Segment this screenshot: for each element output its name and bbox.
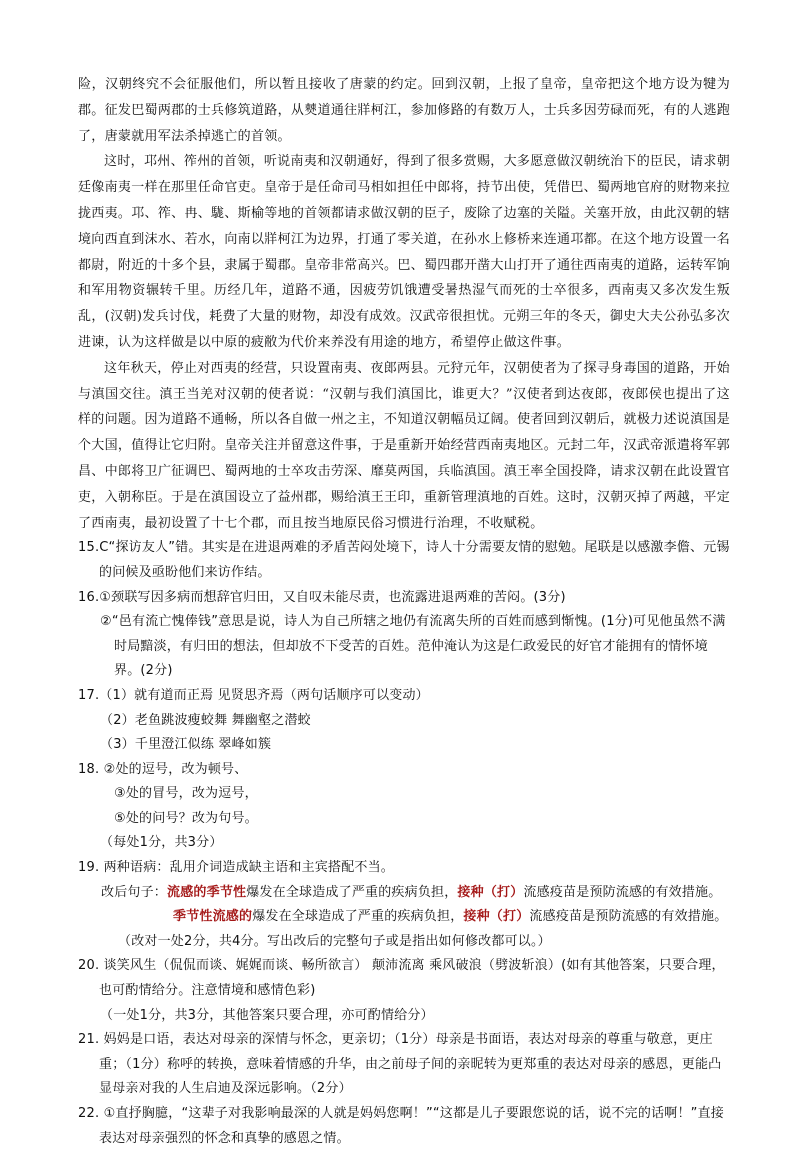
revision-1-end: 措施。 [681,884,722,900]
revision-1-tail: 流感疫苗是预防流感的有效 [523,884,682,900]
answer-16-part-2: ②“邑有流亡愧俸钱”意思是说，诗人为自己所辖之地仍有流离失所的百姓而感到惭愧。(1分)可见他虽然不满时局黯淡，有归田的想法，但却放不下受苦的百姓。范仲淹认为这是仁政爱民的好官才能拥有的情怀境界。(2分) [100,614,726,679]
answer-18-scoring: （每处1分，共3分） [100,835,223,851]
revision-label: 改后句子： [101,884,168,900]
answer-18-part-1: 18. ②处的逗号，改为顿号、 [78,761,248,777]
answer-17-part-1: 17.（1）就有道而正焉 见贤思齐焉（两句话顺序可以变动） [78,687,429,703]
answer-20: 20. 谈笑风生（侃侃而谈、娓娓而谈、畅所欲言） 颠沛流离 乘风破浪（劈波斩浪）(如有其他答案，只要合理，也可酌情给分。注意情境和感情色彩) [78,958,725,999]
translation-paragraph-3: 这年秋天，停止对西夷的经营，只设置南夷、夜郎两县。元狩元年，汉朝使者为了探寻身毒国的道路，开始与滇国交往。滇王当羌对汉朝的使者说：“汉朝与我们滇国比，谁更大？”汉使者到达夜郎，夜郎侯也提出了这样的问题。因为道路不通畅，所以各自做一州之主，不知道汉朝幅员辽阔。使者回到汉朝后，就极力述说滇国是个大国，值得让它归附。皇帝关注并留意这件事，于是重新开始经营西南夷地区。元封二年，汉武帝派遣将军郭昌、中郎将卫广征调巴、蜀两地的士卒攻击劳深、靡莫两国，兵临滇国。滇王率全国投降，请求汉朝在此设置官吏，入朝称臣。于是在滇国设立了益州郡，赐给滇王王印，重新管理滇地的百姓。这时，汉朝灭掉了两越，平定了西南夷，最初设置了十七个郡，而且按当地原民俗习惯进行治理，不收赋税。 [78,360,730,531]
revision-2-highlight-a: 季节性流感的 [173,909,253,925]
revision-2-tail: 流感疫苗是预防流感的有效 [529,909,688,925]
translation-paragraph-2: 这时，邛州、筰州的首领，听说南夷和汉朝通好，得到了很多赏赐，大多愿意做汉朝统治下的臣民，请求朝廷像南夷一样在那里任命官吏。皇帝于是任命司马相如担任中郎将，持节出使，凭借巴、蜀两地官府的财物来拉拢西夷。邛、筰、冉、駹、斯榆等地的首领都请求做汉朝的臣子，废除了边塞的关隘。关塞开放，由此汉朝的辖境向西直到沫水、若水，向南以牂柯江为边界，打通了零关道，在孙水上修桥来连通邛都。在这个地方设置一名都尉，附近的十多个县，隶属于蜀郡。皇帝非常高兴。巴、蜀四郡开凿大山打开了通往西南夷的道路，运转军饷和军用物资辗转千里。历经几年，道路不通，因疲劳饥饿遭受暑热湿气而死的士卒很多，西南夷又多次发生叛乱，(汉朝)发兵讨伐，耗费了大量的财物，却没有成效。汉武帝很担忧。元朔三年的冬天，御史大夫公孙弘多次进谏，认为这样做是以中原的疲敝为代价来养没有用途的地方，希望停止做这件事。 [78,154,730,350]
answer-19-part-1: 19. 两种语病：乱用介词造成缺主语和主宾搭配不当。 [78,860,395,876]
revision-2-end: 措施。 [687,909,728,925]
answer-19-revision-1 [78,881,730,906]
answer-17-part-2: （2）老鱼跳波瘦蛟舞 舞幽壑之潜蛟 [100,712,311,728]
answer-22: 22. ①直抒胸臆，“这辈子对我影响最深的人就是妈妈您啊！”“这都是儿子要跟您说的话，说不完的话啊！”直接表达对母亲强烈的怀念和真挚的感恩之情。 [78,1106,725,1146]
answer-20-scoring: （一处1分，共3分，其他答案只要合理，亦可酌情给分） [100,1007,434,1023]
revision-1-middle: 爆发在全球造成了严重的疾病负担， [246,884,458,900]
revision-1-highlight-b: 接种（打） [457,884,524,900]
revision-2-highlight-b: 接种（打） [463,909,530,925]
answer-21: 21. 妈妈是口语，表达对母亲的深情与怀念，更亲切；（1分）母亲是书面语，表达对母亲的尊重与敬意，更庄重；（1分）称呼的转换，意味着情感的升华，由之前母子间的亲昵转为更郑重的表达对母亲的感恩，更能凸显母亲对我的人生启迪及深远影响。（2分） [78,1032,722,1097]
answer-18-part-2: ③处的冒号，改为逗号， [114,786,258,802]
answer-19-scoring: （改对一处2分，共4分。写出改后的完整句子或是指出如何修改都可以。） [118,933,551,949]
document-page [78,72,730,1151]
revision-1-highlight-a: 流感的季节性 [167,884,247,900]
revision-2-middle: 爆发在全球造成了严重的疾病负担， [252,909,464,925]
answer-17-part-3: （3）千里澄江似练 翠峰如簇 [100,737,272,753]
answer-18-part-3: ⑤处的问号？改为句号。 [114,810,258,826]
answer-19-revision-2 [78,905,730,930]
answer-15: 15.C“探访友人”错。其实是在进退两难的矛盾苦闷处境下，诗人十分需要友情的慰勉。尾联是以感激李儋、元锡的问候及亟盼他们来访作结。 [78,540,730,580]
answer-16-part-1: 16.①颈联写因多病而想辞官归田，又自叹未能尽责，也流露进退两难的苦闷。(3分) [78,589,566,605]
translation-paragraph-1: 险，汉朝终究不会征服他们，所以暂且接收了唐蒙的约定。回到汉朝，上报了皇帝，皇帝把这个地方设为犍为郡。征发巴蜀两郡的士兵修筑道路，从僰道通往牂柯江，参加修路的有数万人，士兵多因劳碌而死，有的人逃跑了，唐蒙就用军法杀掉逃亡的首领。 [78,77,730,144]
